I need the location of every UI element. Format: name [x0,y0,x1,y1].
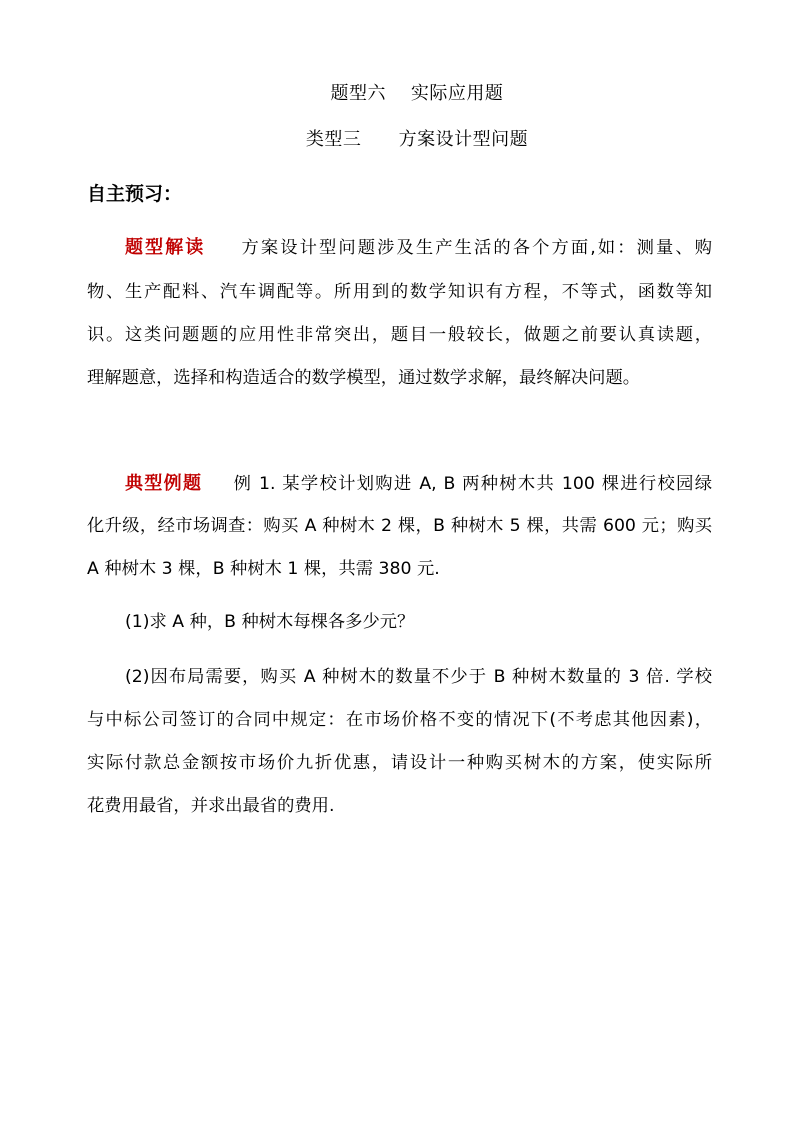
interpretation-line-4: 理解题意，选择和构造适合的数学模型，通过数学求解，最终解决问题。 [87,368,641,388]
chapter-title: 题型六 实际应用题 [330,83,504,104]
example-line-3: A 种树木 3 棵，B 种树木 1 棵，共需 380 元. [87,559,440,579]
section-title: 类型三 方案设计型问题 [305,129,529,150]
example-line-1 [125,472,712,496]
interpretation-label: 题型解读 [125,237,206,258]
question-2-line-1: (2)因布局需要，购买 A 种树木的数量不少于 B 种树木数量的 3 倍. 学校 [125,667,712,687]
question-2-line-3: 实际付款总金额按市场价九折优惠，请设计一种购买树木的方案，使实际所 [87,753,712,773]
example-label: 典型例题 [125,473,203,494]
question-2-line-4: 花费用最省，并求出最省的费用. [87,796,335,816]
example-line-2: 化升级，经市场调查：购买 A 种树木 2 棵，B 种树木 5 棵，共需 600 元；购买 [87,516,712,536]
question-1: (1)求 A 种，B 种树木每棵各多少元？ [125,612,415,632]
self-study-heading: 自主预习： [87,183,183,205]
example-text-1: 例 1. 某学校计划购进 A, B 两种树木共 100 棵进行校园绿 [232,474,712,494]
question-2-line-2: 与中标公司签订的合同中规定：在市场价格不变的情况下(不考虑其他因素)， [87,710,712,730]
interpretation-text-1: 方案设计型问题涉及生产生活的各个方面,如：测量、购 [239,238,713,258]
interpretation-line-2: 物、生产配料、汽车调配等。所用到的数学知识有方程，不等式，函数等知 [87,282,712,302]
interpretation-line-3: 识。这类问题题的应用性非常突出，题目一般较长，做题之前要认真读题， [87,325,712,345]
interpretation-line-1 [125,236,712,260]
